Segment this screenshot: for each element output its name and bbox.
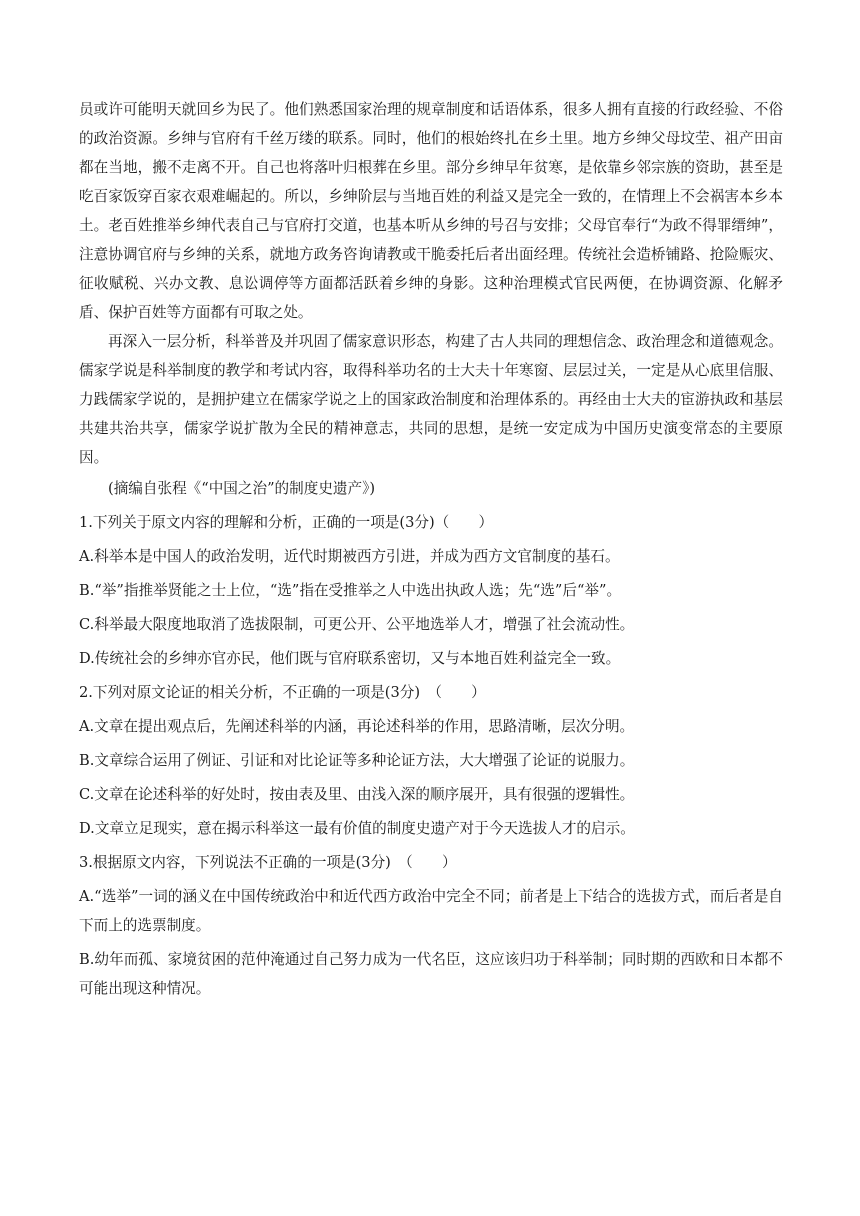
question-1-option-b: B.“举”指推举贤能之士上位，“选”指在受推举之人中选出执政人选；先“选”后“举”。 [79,582,622,599]
article-source: (摘编自张程《“中国之治”的制度史遗产》) [108,480,376,497]
question-1-option-d: D.传统社会的乡绅亦官亦民，他们既与官府联系密切，又与本地百姓利益完全一致。 [79,650,621,667]
question-2-option-c: C.文章在论述科举的好处时，按由表及里、由浅入深的顺序展开，具有很强的逻辑性。 [79,786,635,803]
question-1-stem: 1.下列关于原文内容的理解和分析，正确的一项是(3分)（ ） [79,514,494,531]
question-2-option-b: B.文章综合运用了例证、引证和对比论证等多种论证方法，大大增强了论证的说服力。 [79,752,635,769]
question-1-option-a: A.科举本是中国人的政治发明，近代时期被西方引进，并成为西方文官制度的基石。 [79,548,620,565]
question-2-option-d: D.文章立足现实，意在揭示科举这一最有价值的制度史遗产对于今天选拔人才的启示。 [79,820,635,837]
question-2-option-a: A.文章在提出观点后，先阐述科举的内涵，再论述科举的作用，思路清晰，层次分明。 [79,718,635,735]
question-3-option-a: A.“选举”一词的涵义在中国传统政治中和近代西方政治中完全不同；前者是上下结合的选拔方式，而后者是自下而上的选票制度。 [79,888,783,934]
question-1-option-c: C.科举最大限度地取消了选拔限制，可更公开、公平地选举人才，增强了社会流动性。 [79,616,635,633]
article-paragraph-2: 再深入一层分析，科举普及并巩固了儒家意识形态，构建了古人共同的理想信念、政治理念和道德观念。儒家学说是科举制度的教学和考试内容，取得科举功名的士大夫十年寒窗、层层过关，一定是从心底里信服、力践儒家学说的，是拥护建立在儒家学说之上的国家政治制度和治理体系的。再经由士大夫的宦游执政和基层共建共治共享，儒家学说扩散为全民的精神意志，共同的思想，是统一安定成为中国历史演变常态的主要原因。 [79,333,783,466]
question-2-stem: 2.下列对原文论证的相关分析，不正确的一项是(3分) （ ） [79,684,486,701]
document-page [79,95,783,1003]
article-paragraph-1: 员或许可能明天就回乡为民了。他们熟悉国家治理的规章制度和话语体系，很多人拥有直接的行政经验、不俗的政治资源。乡绅与官府有千丝万缕的联系。同时，他们的根始终扎在乡土里。地方乡绅父母坟茔、祖产田亩都在当地，搬不走离不开。自己也将落叶归根葬在乡里。部分乡绅早年贫寒，是依靠乡邻宗族的资助，甚至是吃百家饭穿百家衣艰难崛起的。所以，乡绅阶层与当地百姓的利益又是完全一致的，在情理上不会祸害本乡本土。老百姓推举乡绅代表自己与官府打交道，也基本听从乡绅的号召与安排；父母官奉行“为政不得罪缙绅”，注意协调官府与乡绅的关系，就地方政务咨询请教或干脆委托后者出面经理。传统社会造桥铺路、抢险赈灾、征收赋税、兴办文教、息讼调停等方面都活跃着乡绅的身影。这种治理模式官民两便，在协调资源、化解矛盾、保护百姓等方面都有可取之处。 [79,101,783,321]
question-3-stem: 3.根据原文内容，下列说法不正确的一项是(3分) （ ） [79,854,457,871]
question-3-option-b: B.幼年而孤、家境贫困的范仲淹通过自己努力成为一代名臣，这应该归功于科举制；同时期的西欧和日本都不可能出现这种情况。 [79,951,783,997]
